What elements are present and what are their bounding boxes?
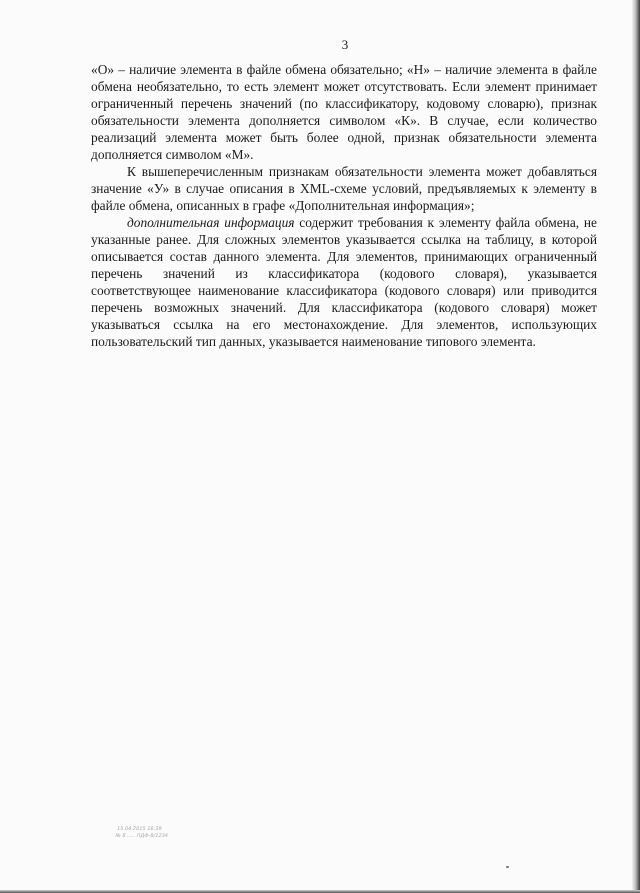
scan-edge-right xyxy=(632,0,640,893)
stamp-line: № 8 ..... ПДФ-8/1234 xyxy=(114,833,169,839)
italic-term: дополнительная информация xyxy=(127,215,295,230)
paragraph-additional-info xyxy=(91,214,597,350)
scan-speck xyxy=(506,866,509,868)
document-body xyxy=(91,61,597,350)
paragraph-obligation-codes: «О» – наличие элемента в файле обмена обязательно; «Н» – наличие элемента в файле обмена необязательно, то есть элемент может отсутствовать. Если элемент принимает ограниченный перечень значений (по классификатору, кодовому словарю), признак обязательности элемента дополняется символом «К». В случае, если количество реализаций элемента может быть более одной, признак обязательности элемента дополняется символом «М». xyxy=(91,62,597,162)
registration-stamp xyxy=(115,826,278,840)
paragraph-conditional-value: К вышеперечисленным признакам обязательности элемента может добавляться значение «У» в случае описания в XML-схеме условий, предъявляемых к элементу в файле обмена, описанных в графе «Дополнительная информация»; xyxy=(91,164,597,213)
stamp-line: 15.04.2015 16:39 xyxy=(116,826,163,832)
page-number: 3 xyxy=(341,37,349,52)
paragraph-additional-info-text: содержит требования к элементу файла обмена, не указанные ранее. Для сложных элементов указывается ссылка на таблицу, в которой описывается состав данного элемента. Для элементов, принимающих ограниченный перечень значений из классификатора (кодового словаря), указывается соответствующее наименование классификатора (кодового словаря) или приводится перечень возможных значений. Для классификатора (кодового словаря) может указываться ссылка на его местонахождение. Для элементов, использующих пользовательский тип данных, указывается наименование типового элемента. xyxy=(91,215,597,349)
